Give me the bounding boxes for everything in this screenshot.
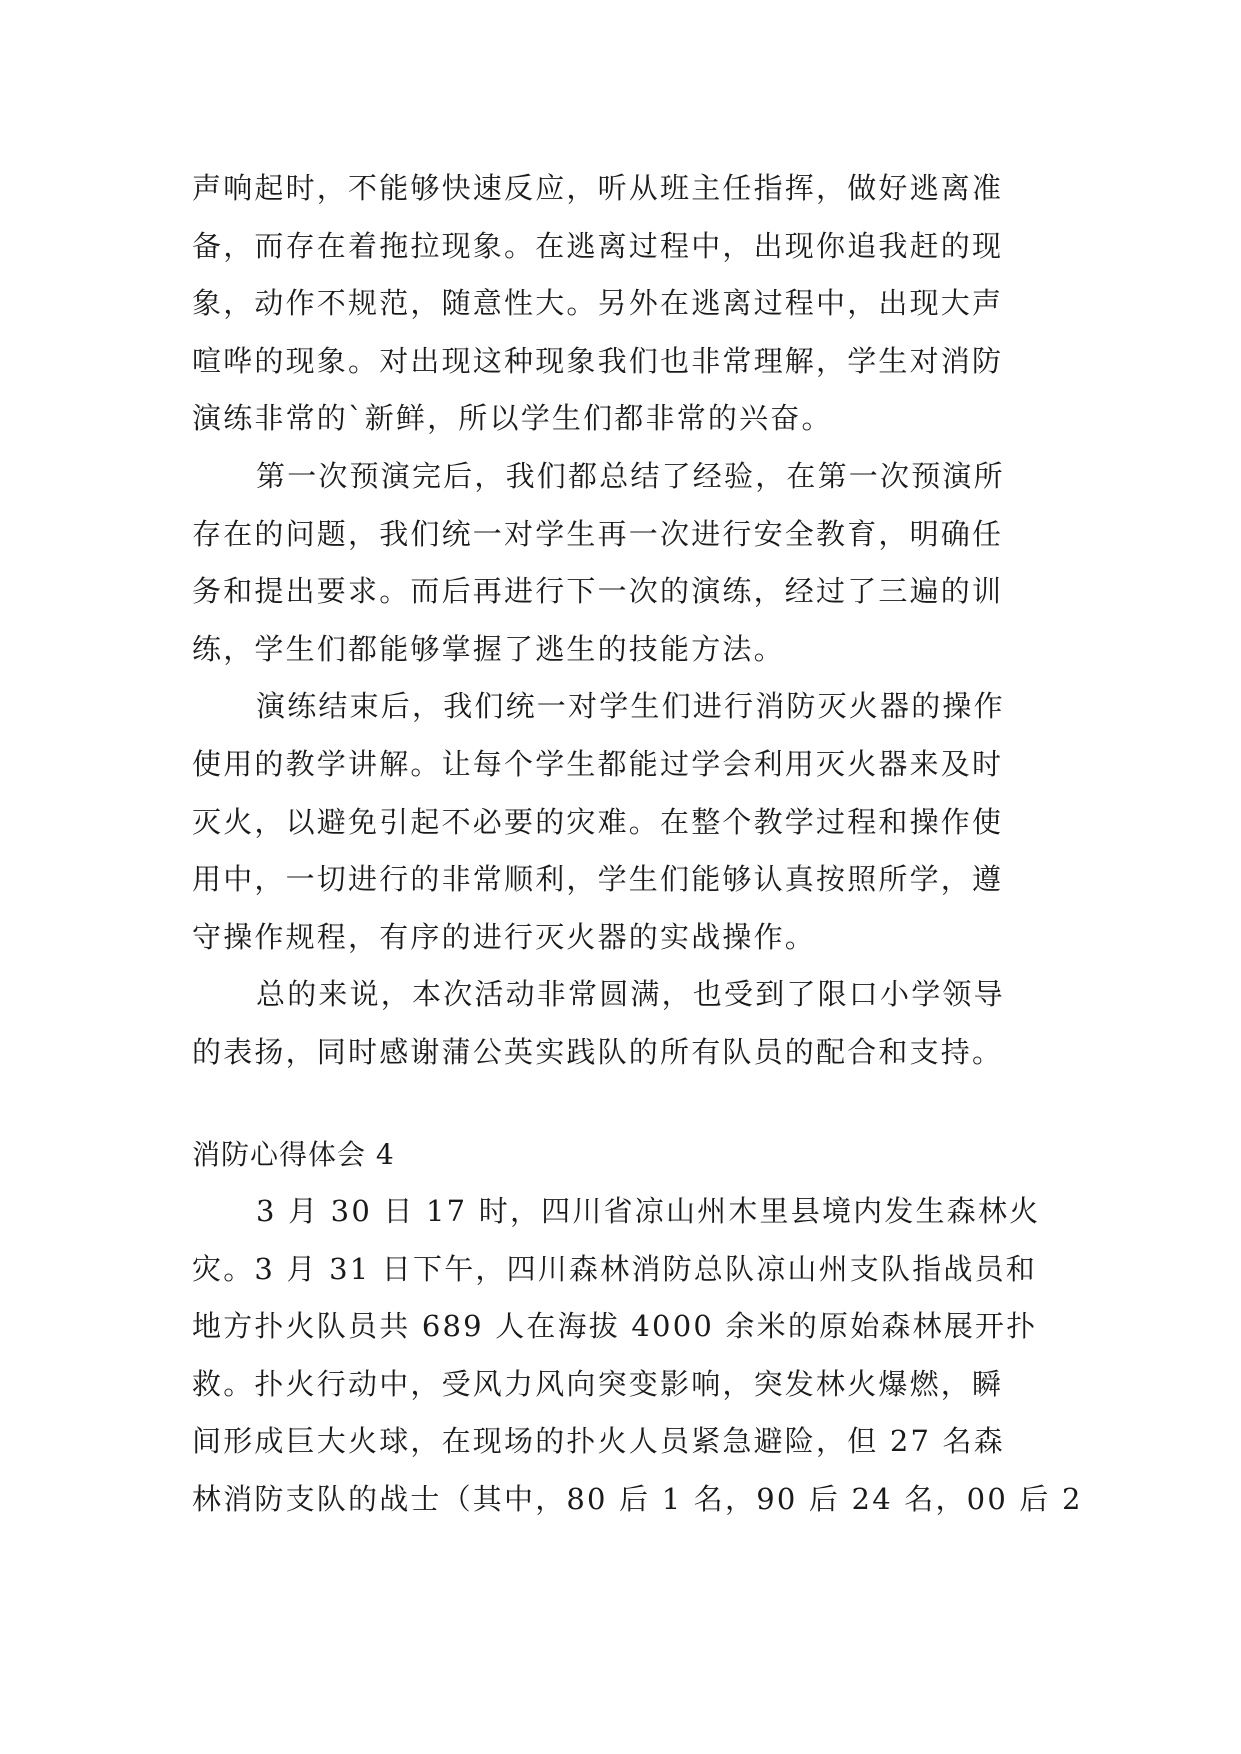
paragraph-line: 救。扑火行动中，受风力风向突变影响，突发林火爆燃，瞬 [192, 1366, 1004, 1401]
paragraph-line: 间形成巨大火球，在现场的扑火人员紧急避险，但 27 名森 [192, 1424, 1005, 1459]
paragraph-3 [192, 678, 1072, 966]
paragraph-line: 灭火，以避免引起不必要的灾难。在整个教学过程和操作使 [192, 804, 1004, 839]
paragraph-line: 地方扑火队员共 689 人在海拔 4000 余米的原始森林展开扑 [192, 1309, 1038, 1344]
paragraph-line: 用中，一切进行的非常顺利，学生们能够认真按照所学，遵 [192, 862, 1004, 897]
paragraph-line: 象，动作不规范，随意性大。另外在逃离过程中，出现大声 [192, 286, 1004, 321]
paragraph-2 [192, 448, 1072, 678]
paragraph-line: 练，学生们都能够掌握了逃生的技能方法。 [192, 631, 785, 666]
paragraph-1 [192, 160, 1072, 448]
section-spacer [192, 1082, 1072, 1126]
paragraph-line: 使用的教学讲解。让每个学生都能过学会利用灭火器来及时 [192, 746, 1004, 781]
paragraph-line: 务和提出要求。而后再进行下一次的演练，经过了三遍的训 [192, 574, 1004, 609]
document-body [192, 160, 1083, 1529]
paragraph-line: 喧哗的现象。对出现这种现象我们也非常理解，学生对消防 [192, 343, 1004, 378]
paragraph-line: 3 月 30 日 17 时，四川省凉山州木里县境内发生森林火 [256, 1194, 1041, 1229]
paragraph-line: 第一次预演完后，我们都总结了经验，在第一次预演所 [256, 458, 1005, 493]
paragraph-line: 声响起时，不能够快速反应，听从班主任指挥，做好逃离准 [192, 171, 1004, 205]
paragraph-line: 的表扬，同时感谢蒲公英实践队的所有队员的配合和支持。 [192, 1034, 1004, 1069]
section-paragraph [192, 1183, 1083, 1529]
paragraph-line: 演练非常的`新鲜，所以学生们都非常的兴奋。 [192, 401, 833, 436]
paragraph-line: 林消防支队的战士（其中，80 后 1 名，90 后 24 名，00 后 2 [192, 1482, 1083, 1517]
paragraph-4 [192, 966, 1072, 1081]
section-heading: 消防心得体会 4 [192, 1137, 395, 1171]
paragraph-line: 守操作规程，有序的进行灭火器的实战操作。 [192, 919, 817, 954]
paragraph-line: 存在的问题，我们统一对学生再一次进行安全教育，明确任 [192, 516, 1004, 551]
paragraph-line: 演练结束后，我们统一对学生们进行消防灭火器的操作 [256, 689, 1005, 724]
paragraph-line: 灾。3 月 31 日下午，四川森林消防总队凉山州支队指战员和 [192, 1251, 1038, 1286]
paragraph-line: 总的来说，本次活动非常圆满，也受到了限口小学领导 [256, 977, 1005, 1012]
paragraph-line: 备，而存在着拖拉现象。在逃离过程中，出现你追我赶的现 [192, 228, 1004, 263]
